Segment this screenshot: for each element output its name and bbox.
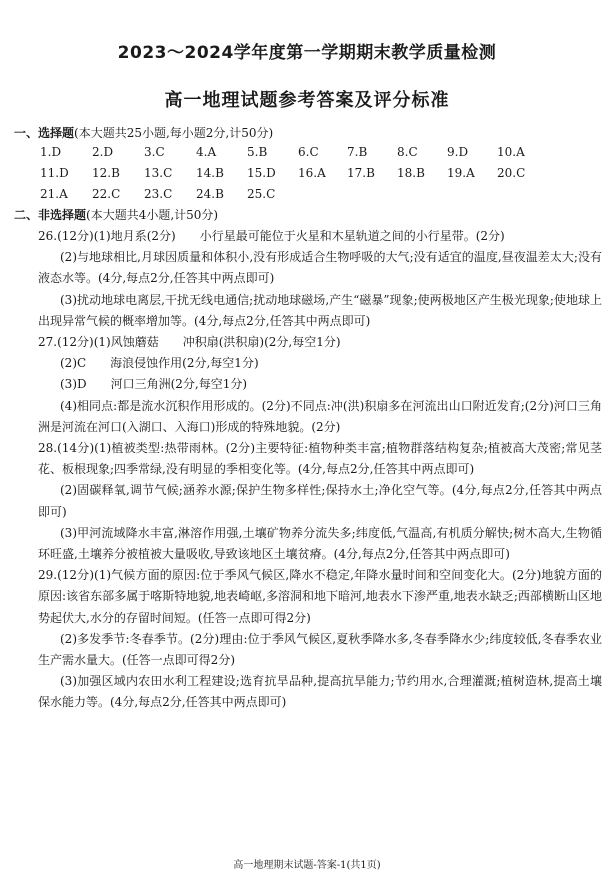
answer-paragraph: (3)加强区域内农田水利工程建设;选育抗旱品种,提高抗旱能力;节约用水,合理灌溉;植树造林,提高土壤保水能力等。(4分,每点2分,任答其中两点即可) [38,674,602,710]
answer-item: 1.D [40,145,62,159]
answer-paragraph: (3)甲河流域降水丰富,淋溶作用强,土壤矿物养分流失多;纬度低,气温高,有机质分解快;树木高大,生物循环旺盛,土壤养分被植被大量吸收,导致该地区土壤贫瘠。(4分,每点2分,任答其中两点即可) [38,525,602,562]
answer-item: 23.C [144,187,173,201]
answer-item: 14.B [196,166,224,180]
answer-item: 2.D [92,145,114,159]
answer-item: 17.B [347,166,375,180]
answer-item: 3.C [144,145,165,159]
document-subtitle: 高一地理试题参考答案及评分标准 [164,90,450,111]
page-footer: 高一地理期末试题-答案-1(共1页) [233,860,381,871]
answer-item: 20.C [497,166,526,180]
answer-item: 4.A [196,145,217,159]
section2-heading [14,206,218,224]
answer-item: 11.D [40,166,69,180]
answer-paragraph: (2)C 海浪侵蚀作用(2分,每空1分) [60,356,259,371]
section1-heading [14,124,273,142]
answer-item: 7.B [347,145,368,159]
answer-item: 5.B [247,145,268,159]
answer-paragraph: 27.(12分)(1)风蚀蘑菇 冲积扇(洪积扇)(2分,每空1分) [38,335,341,350]
section1-title: 一、选择题 [14,126,75,140]
answer-paragraph: 28.(14分)(1)植被类型:热带雨林。(2分)主要特征:植物种类丰富;植物群落结构复杂;植被高大茂密;常见茎花、板根现象;四季常绿,没有明显的季相变化等。(4分,每点2分,任答其中两点即可) [38,441,602,477]
answer-item: 18.B [397,166,425,180]
answer-item: 21.A [40,187,68,201]
answer-item: 9.D [447,145,469,159]
section2-note: (本大题共4小题,计50分) [86,208,219,222]
answer-paragraph: (4)相同点:都是流水沉积作用形成的。(2分)不同点:冲(洪)积扇多在河流出山口附近发育;(2分)河口三角洲是河流在河口(入湖口、入海口)形成的特殊地貌。(2分) [38,398,602,434]
answer-paragraph: (3)扰动地球电离层,干扰无线电通信;扰动地球磁场,产生“磁暴”现象;使两极地区产生极光现象;使地球上出现异常气候的概率增加等。(4分,每点2分,任答其中两点即可) [38,292,602,328]
answer-item: 24.B [196,187,224,201]
answer-item: 15.D [247,166,276,180]
section1-note: (本大题共25小题,每小题2分,计50分) [74,126,274,140]
answer-paragraph: 26.(12分)(1)地月系(2分) 小行星最可能位于火星和木星轨道之间的小行星带。(2分) [38,229,505,243]
answer-item: 12.B [92,166,120,180]
answer-paragraph: (3)D 河口三角洲(2分,每空1分) [60,377,248,392]
answer-item: 8.C [397,145,418,159]
answers-body [38,226,602,714]
section2-title: 二、非选择题 [14,208,87,222]
answer-item: 16.A [298,166,326,180]
answer-item: 19.A [447,166,475,180]
answer-paragraph: (2)与地球相比,月球因质量和体积小,没有形成适合生物呼吸的大气;没有适宜的温度,昼夜温差太大;没有液态水等。(4分,每点2分,任答其中两点即可) [38,250,602,286]
answer-item: 10.A [497,145,525,159]
answer-item: 13.C [144,166,173,180]
answer-paragraph: (2)固碳释氧,调节气候;涵养水源;保护生物多样性;保持水土;净化空气等。(4分,每点2分,任答其中两点即可) [38,483,602,519]
document-title: 2023～2024学年度第一学期期末教学质量检测 [117,43,497,63]
answer-item: 22.C [92,187,121,201]
answer-paragraph: 29.(12分)(1)气候方面的原因:位于季风气候区,降水不稳定,年降水量时间和空间变化大。(2分)地貌方面的原因:该省东部多属于喀斯特地貌,地表崎岖,多溶洞和地下暗河,地表水下渗严重,地表水缺乏;西部横断山区地势起伏大,水分的存留时间短。(任答一点即可得2分) [38,568,602,625]
answer-paragraph: (2)多发季节:冬春季节。(2分)理由:位于季风气候区,夏秋季降水多,冬春季降水少;纬度较低,冬春季农业生产需水量大。(任答一点即可得2分) [38,631,602,668]
answer-item: 25.C [247,187,276,201]
answer-item: 6.C [298,145,319,159]
